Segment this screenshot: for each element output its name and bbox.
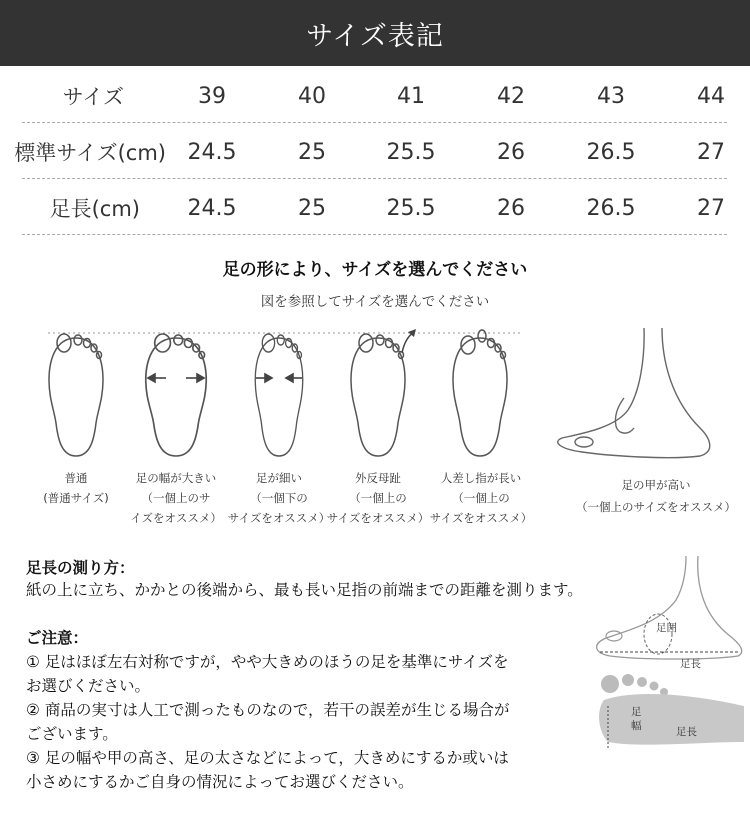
- foot-type-name: 普通: [64, 471, 88, 485]
- foot-bunion-icon: [351, 334, 405, 456]
- footprint-shape: [599, 694, 744, 745]
- table-cell: 26.5: [586, 140, 636, 165]
- foot-type-caption: [26, 468, 126, 508]
- note-line: お選びください。: [26, 677, 151, 695]
- note-line: ③ 足の幅や甲の高さ、足の太さなどによって，大きめにするか或いは: [26, 749, 509, 767]
- table-cell: 44: [697, 84, 725, 109]
- foot-type-note: （一個上のサ: [141, 491, 211, 505]
- foot-type-name: 足の幅が大きい: [135, 471, 217, 485]
- table-cell: 40: [298, 84, 326, 109]
- foot-type-note: （一個上の: [349, 491, 407, 505]
- table-cell: 27: [697, 196, 725, 221]
- row-divider: [22, 234, 727, 235]
- table-cell: 26.5: [586, 196, 636, 221]
- foot-type-note: サイズをオススメ）: [429, 511, 533, 525]
- title-banner: [0, 0, 750, 66]
- length-label: 足長: [680, 658, 701, 670]
- foot-type-caption: [224, 468, 334, 528]
- row-label: 標準サイズ(cm): [14, 141, 166, 165]
- girth-label: 足囲: [656, 622, 677, 634]
- foot-type-caption: [425, 468, 537, 528]
- table-cell: 27: [697, 140, 725, 165]
- foot-type-caption: [323, 468, 433, 528]
- toe-print: [601, 675, 619, 693]
- table-cell: 24.5: [187, 140, 237, 165]
- foot-long-toe-icon: [453, 330, 507, 456]
- foot-type-note: サイズをオススメ）: [326, 511, 430, 525]
- table-row: [0, 133, 750, 173]
- foot-type-name: 足の甲が高い: [621, 478, 691, 492]
- narrow-arrows-icon: [256, 374, 302, 382]
- foot-type-note: (普通サイズ): [43, 491, 109, 505]
- foot-type-name: 人差し指が長い: [440, 471, 522, 485]
- table-row: [0, 77, 750, 117]
- table-cell: 26: [497, 196, 525, 221]
- table-cell: 41: [397, 84, 425, 109]
- measure-title: 足長の測り方：: [26, 559, 135, 577]
- foot-guide-heading: 足の形により、サイズを選んでください: [222, 260, 528, 280]
- row-divider: [22, 122, 727, 123]
- table-cell: 26: [497, 140, 525, 165]
- toe-print: [637, 677, 647, 687]
- table-cell: 25: [298, 140, 326, 165]
- foot-narrow-icon: [255, 334, 303, 456]
- table-cell: 25.5: [386, 196, 436, 221]
- note-line: ございます。: [26, 725, 118, 743]
- notes-title: ご注意：: [26, 629, 89, 647]
- width-arrows-icon: [148, 374, 204, 382]
- foot-side-high-instep-icon: [558, 328, 710, 458]
- foot-guide-subheading: 図を参照してサイズを選んでください: [260, 294, 490, 310]
- table-row: [0, 189, 750, 229]
- foot-measure-diagram: [580, 556, 750, 756]
- table-cell: 25.5: [386, 140, 436, 165]
- foot-type-note: （一個上の: [452, 491, 510, 505]
- width-label: 足幅: [631, 706, 642, 732]
- note-line: 小さめにするかご自身の情況によってお選びください。: [26, 773, 414, 791]
- table-cell: 43: [597, 84, 625, 109]
- toe-print: [650, 682, 659, 691]
- foot-type-note: サイズをオススメ）: [227, 511, 331, 525]
- foot-type-name: 足が細い: [256, 471, 302, 485]
- foot-side-outline: [597, 556, 742, 659]
- page-title: サイズ表記: [306, 20, 444, 52]
- foot-wide-icon: [146, 334, 206, 456]
- table-cell: 25: [298, 196, 326, 221]
- row-label: 足長(cm): [49, 197, 140, 221]
- note-line: ② 商品の実寸は人工で測ったものなので，若干の誤差が生じる場合が: [26, 701, 510, 719]
- foot-type-note: （一個下の: [250, 491, 308, 505]
- measure-text: 紙の上に立ち、かかとの後端から、最も長い足指の前端までの距離を測ります。: [26, 581, 583, 599]
- foot-shapes-illustration: [0, 318, 750, 468]
- foot-type-note: イズをオススメ）: [130, 511, 222, 525]
- foot-type-name: 外反母趾: [355, 471, 401, 485]
- footprint-length-label: 足長: [676, 726, 697, 738]
- note-line: ① 足はほぼ左右対称ですが，やや大きめのほうの足を基準にサイズを: [26, 653, 509, 671]
- foot-type-note: （一個上のサイズをオススメ）: [576, 500, 736, 514]
- table-cell: 24.5: [187, 196, 237, 221]
- table-cell: 39: [198, 84, 226, 109]
- foot-type-caption: [572, 474, 740, 518]
- table-cell: 42: [497, 84, 525, 109]
- foot-type-caption: [121, 468, 231, 528]
- toe-print: [622, 674, 634, 686]
- row-label: サイズ: [62, 85, 124, 109]
- row-divider: [22, 178, 727, 179]
- foot-normal-icon: [49, 334, 103, 456]
